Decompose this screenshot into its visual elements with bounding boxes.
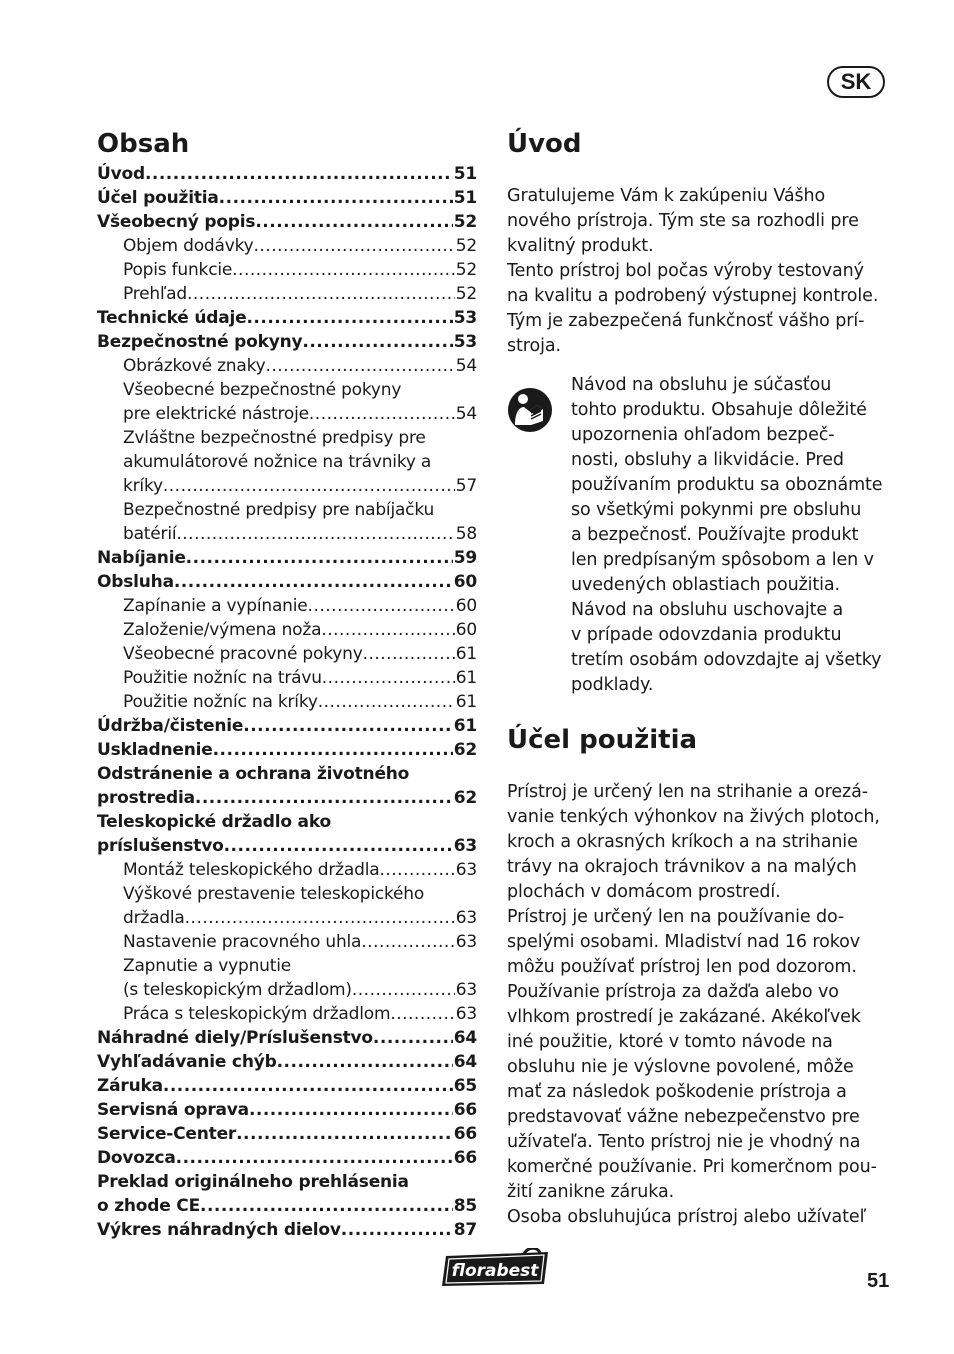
toc-dot-leader [309, 402, 455, 426]
toc-entry-page: 52 [455, 236, 477, 256]
toc-entry-page: 60 [455, 596, 477, 616]
toc-entry-page: 60 [455, 620, 477, 640]
toc-entry [97, 666, 477, 690]
toc-entry [97, 954, 477, 978]
toc-entry [97, 618, 477, 642]
toc-entry [97, 882, 477, 906]
florabest-logo [440, 1248, 552, 1290]
toc-entry-title: Objem dodávky [123, 236, 254, 256]
toc-entry [97, 402, 477, 426]
toc-dot-leader [232, 258, 455, 282]
toc-entry [97, 546, 477, 570]
toc-dot-leader [322, 666, 455, 690]
toc-entry-title: o zhode CE [97, 1196, 200, 1216]
toc-dot-leader [195, 786, 453, 810]
toc-entry-page: 54 [455, 404, 477, 424]
toc-entry-page: 63 [455, 1004, 477, 1024]
purpose-paragraph: Prístroj je určený len na strihanie a orezá- vanie tenkých výhonkov na živých plotoch, kroch a okrasných kríkoch a na strihanie trávy na okrajoch trávnikov a na malých plochách v domácom prostredí. Prístroj je určený len na používanie do- spelými osobami. Mladiství nad 16 rokov môžu používať prístroj len pod dozorom. Používanie prístroja za dažďa alebo vo vlhkom prostredí je zakázané. Akékoľvek iné použitie, ktoré v tomto návode na obsluhu nie je výslovne povolené, môže mať za následok poškodenie prístroja a predstavovať vážne nebezpečenstvo pre užívateľa. Tento prístroj nie je vhodný na komerčné používanie. Pri komerčnom pou- žití zanikne záruka. Osoba obsluhujúca prístroj alebo užívateľ [507, 782, 880, 1227]
toc-entry-title: batérií [123, 524, 177, 544]
toc-dot-leader [145, 162, 453, 186]
toc-entry-page: 66 [453, 1100, 477, 1120]
toc-dot-leader [243, 714, 452, 738]
toc-dot-leader [246, 306, 452, 330]
toc-entry [97, 282, 477, 306]
table-of-contents-column [97, 128, 477, 1242]
toc-entry-title: Záruka [97, 1076, 163, 1096]
toc-entry-title: pre elektrické nástroje [123, 404, 309, 424]
toc-entry [97, 858, 477, 882]
toc-entry [97, 1098, 477, 1122]
toc-entry-title: Servisná oprava [97, 1100, 249, 1120]
toc-entry-title: príslušenstvo [97, 836, 224, 856]
toc-entry [97, 186, 477, 210]
toc-entry-page: 65 [453, 1076, 477, 1096]
toc-dot-leader [390, 1002, 454, 1026]
intro-heading: Úvod [507, 129, 582, 159]
toc-dot-leader [255, 210, 452, 234]
toc-dot-leader [200, 1194, 453, 1218]
toc-entry-page: 53 [453, 332, 477, 352]
toc-dot-leader [379, 858, 454, 882]
toc-entry-page: 61 [455, 668, 477, 688]
toc-dot-leader [308, 594, 455, 618]
toc-entry-title: Odstránenie a ochrana životného [97, 764, 410, 784]
toc-entry [97, 306, 477, 330]
toc-entry [97, 834, 477, 858]
toc-entry-title: kríky [123, 476, 163, 496]
toc-entry [97, 930, 477, 954]
toc-entry [97, 762, 477, 786]
toc-entry-title: Práca s teleskopickým držadlom [123, 1004, 391, 1024]
toc-entry-page: 54 [455, 356, 477, 376]
toc-entry-page: 51 [453, 188, 477, 208]
toc-entry [97, 1122, 477, 1146]
toc-entry-page: 64 [453, 1052, 477, 1072]
toc-entry-title: Zapínanie a vypínanie [123, 596, 308, 616]
toc-entry-page: 51 [453, 164, 477, 184]
toc-entry [97, 1002, 477, 1026]
toc-entry [97, 570, 477, 594]
toc-entry-title: Použitie nožníc na kríky [123, 692, 318, 712]
toc-entry-title: Údržba/čistenie [97, 716, 244, 736]
toc-entry-title: Výkres náhradných dielov [97, 1220, 341, 1240]
toc-entry [97, 786, 477, 810]
toc-entry [97, 162, 477, 186]
language-badge: SK [827, 66, 885, 98]
toc-entry [97, 714, 477, 738]
toc-dot-leader [363, 642, 455, 666]
toc-dot-leader [277, 1050, 453, 1074]
toc-entry [97, 1218, 477, 1242]
toc-entry-title: Technické údaje [97, 308, 247, 328]
toc-entry-title: (s teleskopickým držadlom) [123, 980, 352, 1000]
purpose-heading: Účel použitia [507, 725, 698, 755]
manual-notice [507, 373, 897, 698]
toc-dot-leader [174, 570, 453, 594]
toc-entry-title: Náhradné diely/Príslušenstvo [97, 1028, 373, 1048]
toc-dot-leader [373, 1026, 453, 1050]
toc-entry-title: Bezpečnostné pokyny [97, 332, 303, 352]
toc-entry-title: Bezpečnostné predpisy pre nabíjačku [123, 500, 435, 520]
toc-entry [97, 450, 477, 474]
toc-entry-title: Všeobecné bezpečnostné pokyny [123, 380, 402, 400]
toc-entry [97, 978, 477, 1002]
toc-entry [97, 906, 477, 930]
toc-entry [97, 210, 477, 234]
toc-entry [97, 738, 477, 762]
toc-entry [97, 642, 477, 666]
toc-entry [97, 594, 477, 618]
toc-entry-page: 63 [455, 860, 477, 880]
toc-entry-page: 85 [453, 1196, 477, 1216]
toc-dot-leader [219, 186, 453, 210]
toc-entry-title: Výškové prestavenie teleskopického [123, 884, 425, 904]
toc-entry-page: 87 [453, 1220, 477, 1240]
toc-dot-leader [163, 474, 455, 498]
toc-dot-leader [187, 282, 455, 306]
toc-dot-leader [186, 546, 453, 570]
toc-entry [97, 498, 477, 522]
toc-dot-leader [341, 1218, 453, 1242]
toc-dot-leader [318, 690, 455, 714]
toc-heading: Obsah [97, 129, 190, 159]
toc-entry-title: Nabíjanie [97, 548, 186, 568]
toc-entry-page: 61 [453, 716, 477, 736]
toc-entry-title: Úvod [97, 164, 145, 184]
toc-entry [97, 234, 477, 258]
toc-entry-title: Použitie nožníc na trávu [123, 668, 322, 688]
page-number: 51 [867, 1270, 890, 1292]
toc-entry [97, 330, 477, 354]
toc-entry-title: Zapnutie a vypnutie [123, 956, 291, 976]
toc-entry [97, 1146, 477, 1170]
toc-entry-title: akumulátorové nožnice na trávniky a [123, 452, 432, 472]
toc-entry-title: Založenie/výmena noža [123, 620, 322, 640]
toc-entry-title: Vyhľadávanie chýb [97, 1052, 277, 1072]
intro-paragraph: Gratulujeme Vám k zakúpeniu Vášho nového prístroja. Tým ste sa rozhodli pre kvalitný produkt. Tento prístroj bol počas výroby testovaný na kvalitu a podrobený výstupnej kontrole. Tým je zabezpečená funkčnosť vášho prí- stroja. [507, 186, 879, 356]
toc-dot-leader [163, 1074, 453, 1098]
toc-entry-page: 66 [453, 1124, 477, 1144]
toc-entry-title: Teleskopické držadlo ako [97, 812, 331, 832]
toc-entry-title: Obsluha [97, 572, 174, 592]
toc-entry [97, 258, 477, 282]
toc-entry [97, 1074, 477, 1098]
toc-entry-page: 52 [453, 212, 477, 232]
toc-dot-leader [265, 354, 454, 378]
toc-entry-page: 52 [455, 260, 477, 280]
toc-entry-page: 58 [455, 524, 477, 544]
toc-entry-title: Nastavenie pracovného uhla [123, 932, 362, 952]
toc-entry-title: Service-Center [97, 1124, 237, 1144]
toc-entry-page: 62 [453, 788, 477, 808]
toc-entry-page: 66 [453, 1148, 477, 1168]
toc-entry [97, 1050, 477, 1074]
toc-dot-leader [176, 522, 454, 546]
toc-entry-title: Dovozca [97, 1148, 176, 1168]
toc-entry [97, 426, 477, 450]
toc-entry-page: 64 [453, 1028, 477, 1048]
toc-entry [97, 378, 477, 402]
toc-entry [97, 354, 477, 378]
toc-entry-title: Prehľad [123, 284, 187, 304]
toc-entry [97, 1170, 477, 1194]
toc-entry-title: Popis funkcie [123, 260, 233, 280]
toc-entry [97, 1194, 477, 1218]
toc-entry-page: 63 [455, 932, 477, 952]
toc-entry-page: 57 [455, 476, 477, 496]
toc-dot-leader [236, 1122, 453, 1146]
toc-dot-leader [253, 234, 454, 258]
toc-entry-title: prostredia [97, 788, 195, 808]
logo-text: florabest [451, 1261, 539, 1281]
toc-dot-leader [361, 930, 455, 954]
toc-entry [97, 1026, 477, 1050]
toc-entry-title: Preklad originálneho prehlásenia [97, 1172, 409, 1192]
toc-entry-title: Uskladnenie [97, 740, 213, 760]
notice-text: Návod na obsluhu je súčasťou tohto produktu. Obsahuje dôležité upozornenia ohľadom bezpeč- nosti, obsluhy a likvidácie. Pred používaním produktu sa oboznámte so všetkými pokynmi pre obsluhu a bezpečnosť. Používajte produkt len predpísaným spôsobom a len v uvedených oblastiach použitia. Návod na obsluhu uschovajte a v prípade odovzdania produktu tretím osobám odovzdajte aj všetky podklady. [571, 375, 883, 695]
toc-entry-page: 61 [455, 692, 477, 712]
toc-dot-leader [249, 1098, 453, 1122]
toc-entry-page: 62 [453, 740, 477, 760]
read-manual-icon [507, 387, 553, 433]
toc-entry [97, 690, 477, 714]
toc-list [97, 162, 477, 1242]
toc-entry-title: Montáž teleskopického držadla [123, 860, 380, 880]
toc-entry-title: Obrázkové znaky [123, 356, 266, 376]
toc-entry-page: 60 [453, 572, 477, 592]
toc-entry-page: 52 [455, 284, 477, 304]
toc-entry-page: 63 [455, 908, 477, 928]
toc-entry-page: 63 [453, 836, 477, 856]
toc-entry-page: 59 [453, 548, 477, 568]
toc-dot-leader [224, 834, 453, 858]
toc-entry-title: Všeobecný popis [97, 212, 256, 232]
content-column [507, 128, 897, 1230]
toc-entry [97, 522, 477, 546]
toc-entry-page: 61 [455, 644, 477, 664]
toc-entry-title: Zvláštne bezpečnostné predpisy pre [123, 428, 426, 448]
toc-dot-leader [176, 1146, 453, 1170]
toc-dot-leader [321, 618, 454, 642]
toc-entry-title: Všeobecné pracovné pokyny [123, 644, 363, 664]
toc-dot-leader [352, 978, 455, 1002]
toc-entry-title: Účel použitia [97, 188, 219, 208]
toc-entry-page: 53 [453, 308, 477, 328]
toc-entry-page: 63 [455, 980, 477, 1000]
toc-entry-title: držadla [123, 908, 185, 928]
toc-entry [97, 810, 477, 834]
toc-dot-leader [213, 738, 453, 762]
toc-entry [97, 474, 477, 498]
toc-dot-leader [185, 906, 455, 930]
toc-dot-leader [302, 330, 452, 354]
